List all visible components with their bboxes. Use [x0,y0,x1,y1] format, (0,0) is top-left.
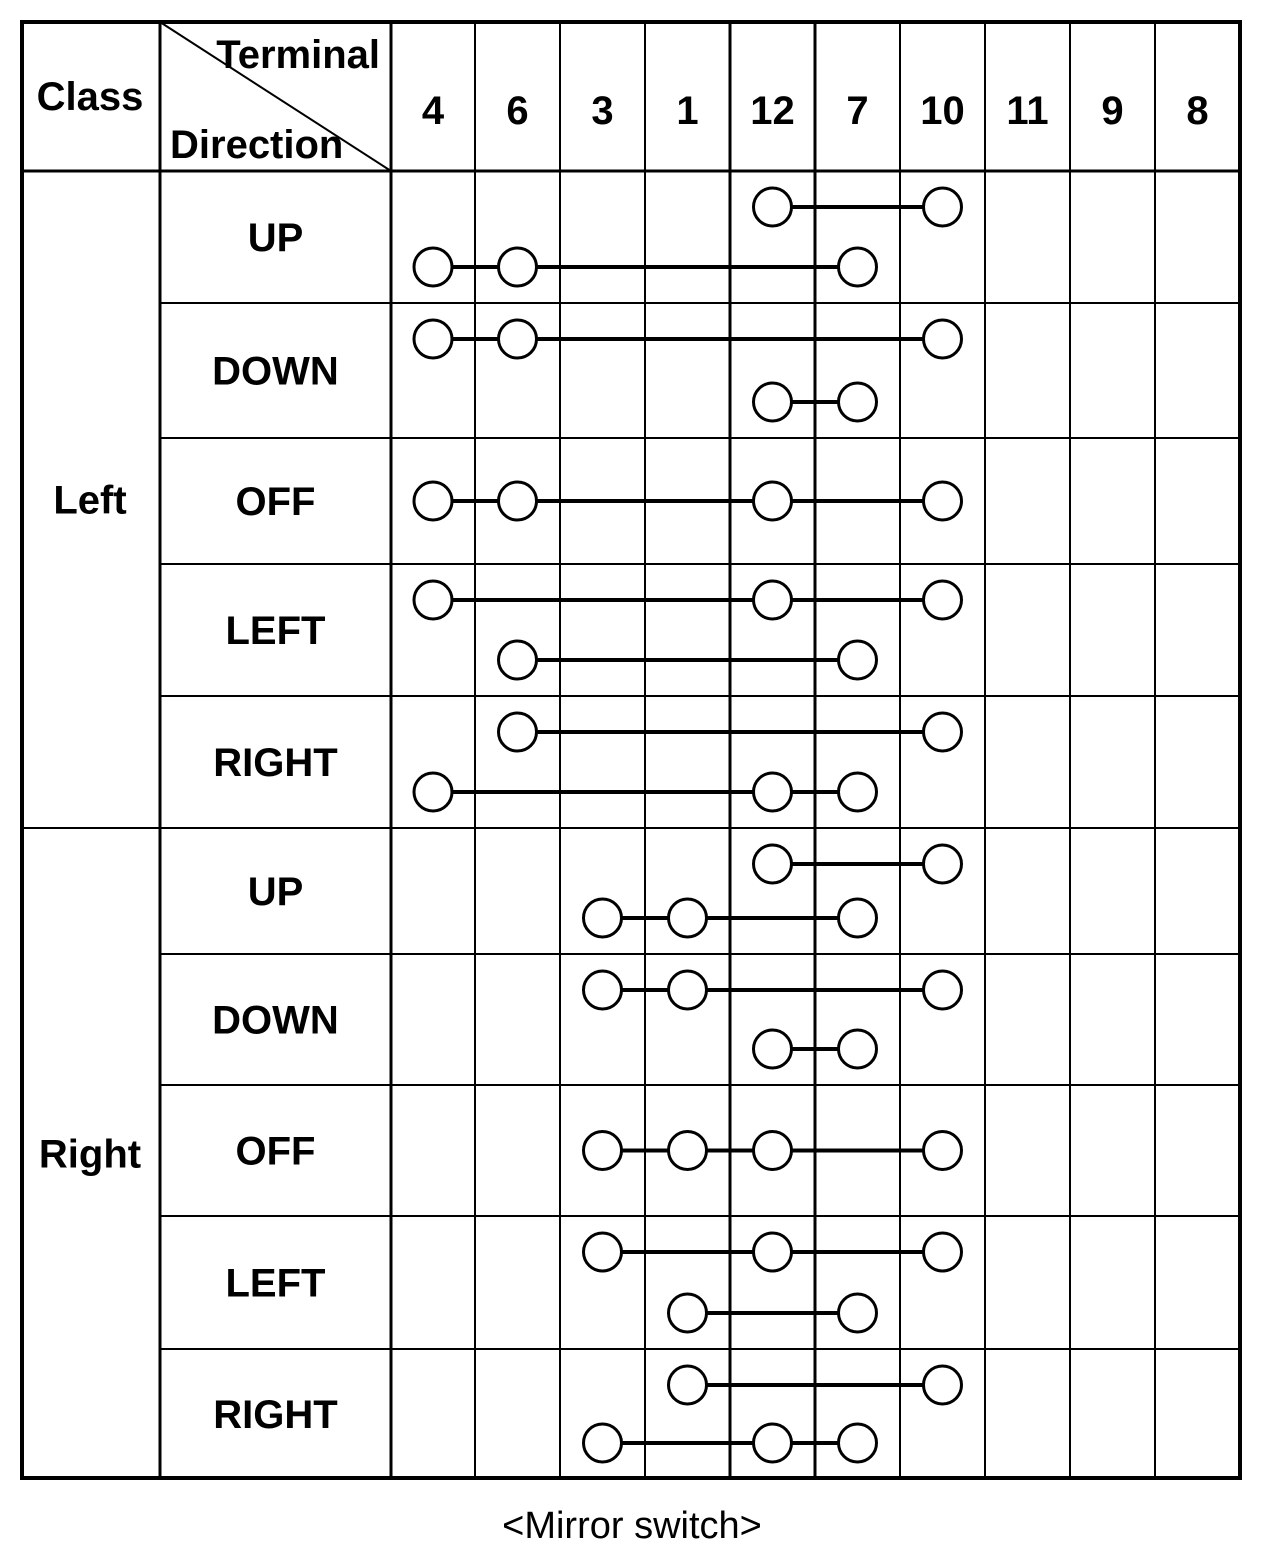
direction-label: RIGHT [213,1393,338,1437]
terminal-number: 7 [846,89,869,133]
terminal-connection-circle [924,581,962,619]
terminal-connection-circle [924,1233,962,1271]
terminal-connection-circle [924,1132,962,1170]
terminal-connection-circle [839,773,877,811]
row-labels [39,216,339,1437]
terminal-number: 9 [1101,89,1124,133]
terminal-connection-circle [924,845,962,883]
terminal-connection-circle [754,773,792,811]
terminal-number: 3 [591,89,614,133]
terminal-connection-circle [839,383,877,421]
direction-label: RIGHT [213,741,338,785]
terminal-connection-circle [754,482,792,520]
terminal-number: 4 [421,89,445,133]
terminal-connection-circle [754,383,792,421]
terminal-connection-circle [924,1366,962,1404]
terminal-connection-circle [669,1294,707,1332]
terminal-connection-circle [414,773,452,811]
class-label: Right [38,1132,142,1177]
terminal-connection-circle [499,248,537,286]
terminal-connection-circle [414,320,452,358]
terminal-connection-circle [924,713,962,751]
terminal-connection-circle [924,320,962,358]
terminal-connection-circle [499,641,537,679]
terminal-connection-circle [669,971,707,1009]
terminal-number: 6 [506,89,529,133]
terminal-connection-circle [839,1030,877,1068]
terminal-connection-circle [839,899,877,937]
terminal-connection-circle [754,1233,792,1271]
direction-label: UP [247,870,304,914]
terminal-connection-circle [754,1424,792,1462]
terminal-connection-circle [584,899,622,937]
terminal-connection-circle [414,581,452,619]
terminal-connection-circle [584,971,622,1009]
terminal-connection-circle [839,1424,877,1462]
terminal-connection-circle [584,1132,622,1170]
terminal-number: 12 [750,89,795,133]
terminal-connection-circle [414,482,452,520]
terminal-connection-circle [669,899,707,937]
terminal-connection-circle [499,320,537,358]
diagram-caption: <Mirror switch> [502,1505,762,1547]
connection-lines [414,188,962,1462]
direction-label: UP [247,216,304,260]
terminal-connection-circle [924,188,962,226]
direction-label: LEFT [225,1261,326,1306]
direction-header-label: Direction [170,123,344,167]
terminal-number: 10 [920,89,965,133]
terminal-connection-circle [839,248,877,286]
terminal-connection-circle [584,1233,622,1271]
terminal-connection-circle [924,971,962,1009]
table-outer-border [22,22,1240,1478]
terminal-connection-circle [754,188,792,226]
terminal-number: 1 [676,89,699,133]
terminal-number: 8 [1186,89,1209,133]
terminal-connection-circle [499,482,537,520]
terminal-connection-circle [754,845,792,883]
table-grid [22,22,1240,1478]
terminal-connection-circle [754,1030,792,1068]
direction-label: DOWN [212,349,339,394]
terminal-connection-circle [839,641,877,679]
class-header-label: Class [36,75,144,119]
terminal-connection-circle [754,1132,792,1170]
terminal-number: 11 [1006,89,1049,133]
terminal-connection-circle [754,581,792,619]
terminal-connection-circle [499,713,537,751]
terminal-connection-circle [669,1132,707,1170]
direction-label: DOWN [212,998,339,1043]
direction-label: LEFT [225,609,326,653]
terminal-connection-circle [584,1424,622,1462]
direction-label: OFF [235,480,316,524]
terminal-connection-circle [669,1366,707,1404]
terminal-connection-circle [924,482,962,520]
terminal-connection-circle [414,248,452,286]
terminal-header-label: Terminal [216,33,380,77]
direction-label: OFF [235,1129,316,1174]
class-label: Left [53,478,127,523]
terminal-connection-circle [839,1294,877,1332]
